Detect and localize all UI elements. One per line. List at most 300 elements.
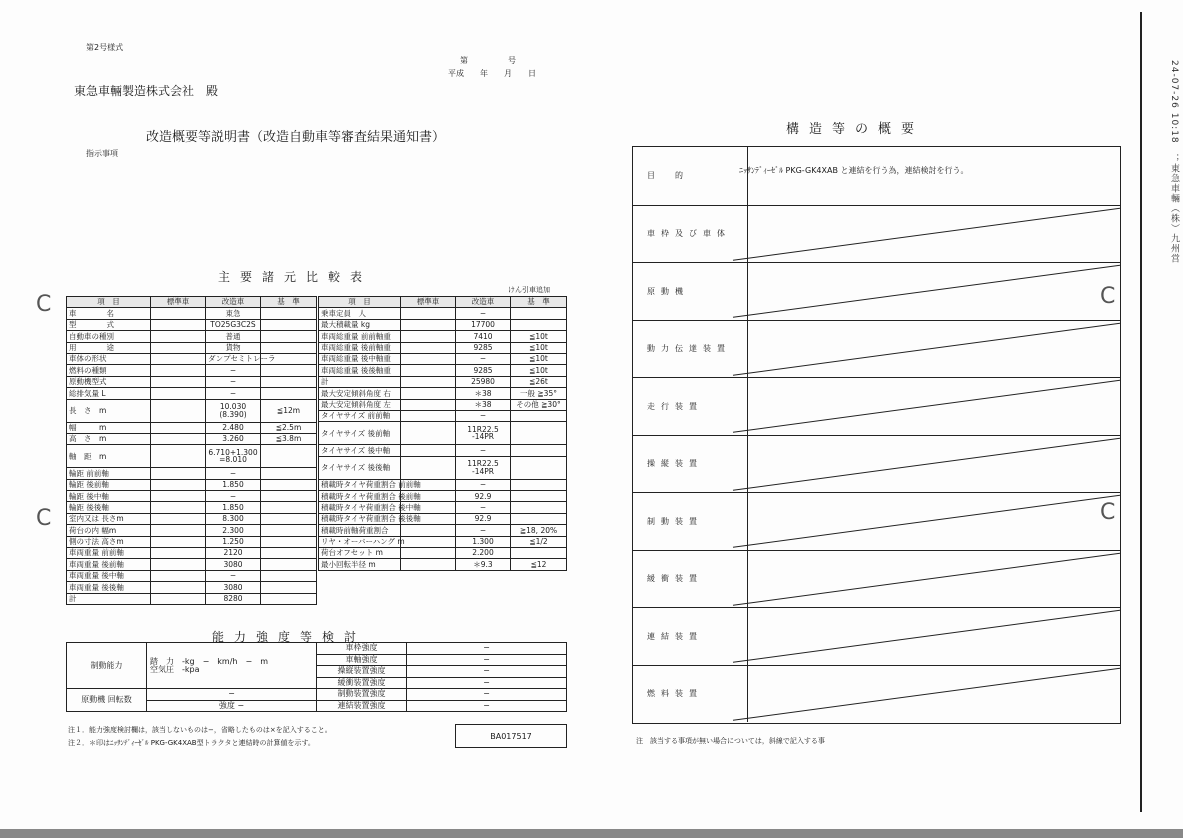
spec-criteria: ≦10t bbox=[511, 365, 567, 376]
structure-row-label: 燃料装置 bbox=[633, 666, 748, 723]
spec-item: 車体の形状 bbox=[67, 353, 151, 364]
structure-row bbox=[633, 607, 1120, 665]
structure-row-content: ﾆｯｻﾝﾃﾞｨｰｾﾞﾙ PKG-GK4XAB と連結を行う為，連結検討を行う。 bbox=[739, 166, 969, 175]
spec-item: リヤ・オーバーハング m bbox=[319, 536, 401, 547]
spec-header-row bbox=[67, 297, 317, 308]
spec-item: 室内又は 長さm bbox=[67, 513, 151, 524]
spec-item: 最大安定傾斜角度 右 bbox=[319, 388, 401, 399]
spec-modified: − bbox=[456, 445, 511, 456]
spec-modified: ＊38 bbox=[456, 388, 511, 399]
spec-item: 車両重量 後中軸 bbox=[67, 570, 151, 581]
spec-modified: − bbox=[456, 308, 511, 319]
spec-standard bbox=[401, 376, 456, 387]
spec-item: 自動車の種別 bbox=[67, 331, 151, 342]
spec-row bbox=[319, 353, 567, 364]
spec-modified: − bbox=[456, 479, 511, 490]
spec-standard bbox=[151, 308, 206, 319]
structure-row-label: 緩衝装置 bbox=[633, 551, 748, 608]
spec-modified: 3080 bbox=[206, 582, 261, 593]
spec-criteria bbox=[261, 513, 317, 524]
structure-row-content bbox=[733, 551, 1120, 608]
spec-modified: − bbox=[456, 502, 511, 513]
cap-item-value: − bbox=[407, 677, 567, 689]
structure-row-label: 連結装置 bbox=[633, 608, 748, 665]
spec-item: 輪距 後後軸 bbox=[67, 502, 151, 513]
spec-criteria: その他 ≧30° bbox=[511, 399, 567, 410]
spec-standard bbox=[151, 548, 206, 559]
spec-item: 車両総重量 後後軸重 bbox=[319, 365, 401, 376]
spec-item: 車両重量 前前軸 bbox=[67, 548, 151, 559]
spec-row bbox=[67, 491, 317, 502]
spec-criteria bbox=[261, 319, 317, 330]
spec-modified: 1.850 bbox=[206, 502, 261, 513]
spec-standard bbox=[151, 570, 206, 581]
spec-criteria bbox=[511, 319, 567, 330]
slash-line-icon bbox=[733, 666, 1120, 723]
spec-criteria bbox=[511, 410, 567, 421]
spec-row bbox=[67, 479, 317, 490]
cap-item-label: 連結装置強度 bbox=[317, 700, 407, 712]
structure-row bbox=[633, 492, 1120, 550]
structure-row-content bbox=[733, 493, 1120, 550]
spec-standard bbox=[151, 376, 206, 387]
slash-line-icon bbox=[733, 378, 1120, 435]
spec-modified: 6.710+1.300 =8.010 bbox=[206, 445, 261, 468]
spec-criteria bbox=[261, 376, 317, 387]
spec-standard bbox=[401, 410, 456, 421]
spec-row bbox=[67, 376, 317, 387]
spec-row bbox=[67, 342, 317, 353]
spec-row bbox=[67, 548, 317, 559]
spec-criteria bbox=[511, 456, 567, 479]
spec-row bbox=[67, 513, 317, 524]
spec-criteria bbox=[261, 388, 317, 399]
spec-standard bbox=[151, 513, 206, 524]
slash-line-icon bbox=[733, 321, 1120, 378]
spec-modified: − bbox=[206, 491, 261, 502]
spec-criteria bbox=[261, 536, 317, 547]
spec-row bbox=[319, 513, 567, 524]
spec-modified: 10.030 (8.390) bbox=[206, 399, 261, 422]
spec-item: 原動機型式 bbox=[67, 376, 151, 387]
spec-criteria: ≧18, 20% bbox=[511, 525, 567, 536]
spec-row bbox=[67, 525, 317, 536]
spec-row bbox=[319, 491, 567, 502]
spec-item: 車 名 bbox=[67, 308, 151, 319]
spec-table-note: けん引車追加 bbox=[508, 286, 550, 294]
stamp-code: BA017517 bbox=[455, 724, 567, 748]
spec-standard bbox=[401, 331, 456, 342]
cap-item-label: 制動装置強度 bbox=[317, 689, 407, 701]
spec-row bbox=[319, 548, 567, 559]
header-item: 項 目 bbox=[319, 297, 401, 308]
engine-rpm-value: − bbox=[147, 689, 317, 701]
spec-criteria: ≦10t bbox=[511, 331, 567, 342]
document-number: 第 号 bbox=[460, 56, 516, 65]
spec-header-row bbox=[319, 297, 567, 308]
structure-row bbox=[633, 205, 1120, 263]
fax-margin-line bbox=[1140, 12, 1142, 812]
spec-row bbox=[319, 410, 567, 421]
spec-modified: ＊38 bbox=[456, 399, 511, 410]
spec-standard bbox=[151, 468, 206, 479]
spec-criteria bbox=[261, 593, 317, 604]
cap-item-label: 車軸強度 bbox=[317, 654, 407, 666]
engine-strength-value bbox=[147, 700, 317, 712]
engine-strength-label: 強度 bbox=[218, 700, 235, 710]
punch-hole-icon: C bbox=[36, 292, 52, 317]
spec-item: 車両重量 後前軸 bbox=[67, 559, 151, 570]
spec-row bbox=[319, 308, 567, 319]
spec-standard bbox=[401, 319, 456, 330]
cap-item-value: − bbox=[407, 689, 567, 701]
spec-modified: − bbox=[206, 570, 261, 581]
spec-criteria bbox=[261, 445, 317, 468]
spec-standard bbox=[151, 479, 206, 490]
cap-item-value: − bbox=[407, 666, 567, 678]
spec-standard bbox=[151, 502, 206, 513]
spec-modified: 9285 bbox=[456, 365, 511, 376]
spec-item: 高 さ m bbox=[67, 433, 151, 444]
spec-item: 積載時タイヤ荷重割合 後中軸 bbox=[319, 502, 401, 513]
scan-edge bbox=[0, 829, 1183, 838]
spec-criteria: ≦12m bbox=[261, 399, 317, 422]
structure-table bbox=[632, 146, 1121, 724]
spec-item: 荷台オフセット m bbox=[319, 548, 401, 559]
spec-modified: 92.9 bbox=[456, 491, 511, 502]
spec-item: タイヤサイズ 前前軸 bbox=[319, 410, 401, 421]
spec-modified: 92.9 bbox=[456, 513, 511, 524]
spec-item: 総排気量 L bbox=[67, 388, 151, 399]
spec-modified: 貨物 bbox=[206, 342, 261, 353]
cap-item-value: − bbox=[407, 700, 567, 712]
spec-item: 荷台の内 幅m bbox=[67, 525, 151, 536]
spec-row bbox=[67, 468, 317, 479]
spec-criteria bbox=[261, 559, 317, 570]
spec-modified: − bbox=[456, 525, 511, 536]
structure-row-content bbox=[733, 206, 1120, 263]
spec-row bbox=[319, 365, 567, 376]
spec-row bbox=[67, 593, 317, 604]
structure-row bbox=[633, 147, 1120, 205]
spec-item: 最小回転半径 m bbox=[319, 559, 401, 570]
spec-criteria bbox=[511, 502, 567, 513]
spec-item: 計 bbox=[319, 376, 401, 387]
spec-item: 積載時タイヤ荷重割合 後前軸 bbox=[319, 491, 401, 502]
spec-item: 輪距 後前軸 bbox=[67, 479, 151, 490]
spec-modified: − bbox=[456, 353, 511, 364]
braking-force: 踏 力 -kg − km/h − m bbox=[150, 656, 268, 666]
spec-standard bbox=[401, 422, 456, 445]
spec-modified: 7410 bbox=[456, 331, 511, 342]
spec-modified: 2.200 bbox=[456, 548, 511, 559]
spec-modified: ＊9.3 bbox=[456, 559, 511, 570]
spec-item: 型 式 bbox=[67, 319, 151, 330]
document-title: 改造概要等説明書（改造自動車等審査結果通知書） bbox=[146, 130, 446, 145]
spec-modified: 1.300 bbox=[456, 536, 511, 547]
structure-row-content bbox=[733, 321, 1120, 378]
spec-standard bbox=[401, 559, 456, 570]
spec-item: タイヤサイズ 後中軸 bbox=[319, 445, 401, 456]
spec-row bbox=[67, 353, 317, 364]
cap-item-value: − bbox=[407, 643, 567, 655]
spec-row bbox=[67, 319, 317, 330]
spec-criteria bbox=[511, 308, 567, 319]
cap-item-label: 緩衝装置強度 bbox=[317, 677, 407, 689]
spec-item: 車両重量 後後軸 bbox=[67, 582, 151, 593]
spec-item: 長 さ m bbox=[67, 399, 151, 422]
spec-row bbox=[319, 536, 567, 547]
structure-row-label: 動力伝達装置 bbox=[633, 321, 748, 378]
capacity-title: 能力強度等検討 bbox=[212, 630, 367, 644]
spec-row bbox=[67, 559, 317, 570]
structure-row-label: 走行装置 bbox=[633, 378, 748, 435]
spec-item: 最大積載量 kg bbox=[319, 319, 401, 330]
spec-standard bbox=[151, 445, 206, 468]
spec-modified: 1.250 bbox=[206, 536, 261, 547]
spec-criteria bbox=[261, 491, 317, 502]
spec-standard bbox=[401, 308, 456, 319]
spec-row bbox=[319, 399, 567, 410]
spec-item: 車両総重量 後中軸重 bbox=[319, 353, 401, 364]
spec-modified: 1.850 bbox=[206, 479, 261, 490]
spec-standard bbox=[151, 342, 206, 353]
spec-row bbox=[67, 433, 317, 444]
structure-row-label: 目 的 bbox=[633, 147, 748, 205]
structure-row bbox=[633, 377, 1120, 435]
spec-criteria: ≦26t bbox=[511, 376, 567, 387]
spec-row bbox=[67, 422, 317, 433]
structure-row bbox=[633, 550, 1120, 608]
spec-standard bbox=[151, 319, 206, 330]
spec-row bbox=[67, 399, 317, 422]
spec-standard bbox=[151, 536, 206, 547]
spec-row bbox=[319, 502, 567, 513]
spec-modified: 2.300 bbox=[206, 525, 261, 536]
spec-criteria bbox=[261, 570, 317, 581]
air-pressure: 空気圧 -kpa bbox=[150, 664, 200, 674]
structure-row-label: 制動装置 bbox=[633, 493, 748, 550]
cap-item-value: − bbox=[407, 654, 567, 666]
slash-line-icon bbox=[733, 263, 1120, 320]
spec-standard bbox=[151, 525, 206, 536]
structure-row bbox=[633, 665, 1120, 723]
spec-item: 軸 距 m bbox=[67, 445, 151, 468]
spec-standard bbox=[401, 445, 456, 456]
spec-modified: − bbox=[206, 376, 261, 387]
spec-row bbox=[319, 331, 567, 342]
spec-row bbox=[319, 479, 567, 490]
spec-criteria bbox=[511, 445, 567, 456]
spec-standard bbox=[151, 399, 206, 422]
spec-standard bbox=[151, 353, 206, 364]
capacity-table bbox=[66, 642, 567, 712]
spec-row bbox=[67, 388, 317, 399]
spec-table-left bbox=[66, 296, 317, 605]
spec-modified: 9285 bbox=[456, 342, 511, 353]
spec-row bbox=[67, 502, 317, 513]
spec-standard bbox=[401, 536, 456, 547]
structure-row-content bbox=[733, 608, 1120, 665]
spec-standard bbox=[401, 342, 456, 353]
spec-item: 車両総重量 後前軸重 bbox=[319, 342, 401, 353]
spec-table-right bbox=[318, 296, 567, 571]
spec-standard bbox=[401, 399, 456, 410]
structure-row-label: 操縦装置 bbox=[633, 436, 748, 493]
spec-criteria bbox=[511, 479, 567, 490]
spec-modified: 11R22.5 -14PR bbox=[456, 422, 511, 445]
slash-line-icon bbox=[733, 608, 1120, 665]
form-number: 第2号様式 bbox=[86, 43, 124, 52]
spec-item: 側の寸法 高さm bbox=[67, 536, 151, 547]
spec-criteria: ≦1/2 bbox=[511, 536, 567, 547]
spec-modified: 17700 bbox=[456, 319, 511, 330]
spec-criteria bbox=[511, 513, 567, 524]
spec-item: 輪距 前前軸 bbox=[67, 468, 151, 479]
cap-item-label: 車枠強度 bbox=[317, 643, 407, 655]
spec-criteria bbox=[511, 422, 567, 445]
spec-standard bbox=[151, 559, 206, 570]
spec-modified: 25980 bbox=[456, 376, 511, 387]
spec-modified: 2120 bbox=[206, 548, 261, 559]
spec-criteria: ≦12 bbox=[511, 559, 567, 570]
fax-header: 24-07-26 10:18 ；東急車輛（株）九州営 bbox=[1169, 60, 1179, 264]
header-criteria: 基 準 bbox=[511, 297, 567, 308]
spec-row bbox=[319, 319, 567, 330]
engine-rpm-label: 回転数 bbox=[107, 695, 132, 704]
spec-item: 乗車定員 人 bbox=[319, 308, 401, 319]
spec-modified: 普通 bbox=[206, 331, 261, 342]
spec-modified: 3080 bbox=[206, 559, 261, 570]
spec-row bbox=[319, 342, 567, 353]
instructions-label: 指示事項 bbox=[86, 149, 118, 158]
header-item: 項 目 bbox=[67, 297, 151, 308]
spec-criteria bbox=[261, 479, 317, 490]
note-1: 注１．能力強度検討欄は，該当しないものは−，省略したものは×を記入すること。 bbox=[68, 726, 332, 734]
structure-row-content bbox=[733, 436, 1120, 493]
spec-criteria bbox=[261, 582, 317, 593]
spec-modified: − bbox=[206, 468, 261, 479]
spec-item: 車両総重量 前前軸重 bbox=[319, 331, 401, 342]
spec-criteria: ≦2.5m bbox=[261, 422, 317, 433]
spec-item: 計 bbox=[67, 593, 151, 604]
spec-modified: 8280 bbox=[206, 593, 261, 604]
cap-item-label: 操縦装置強度 bbox=[317, 666, 407, 678]
punch-hole-icon: C bbox=[1100, 500, 1116, 525]
spec-criteria bbox=[511, 491, 567, 502]
spec-standard bbox=[401, 353, 456, 364]
header-standard: 標準車 bbox=[401, 297, 456, 308]
spec-modified: 8.300 bbox=[206, 513, 261, 524]
spec-item: タイヤサイズ 後後軸 bbox=[319, 456, 401, 479]
spec-row bbox=[67, 308, 317, 319]
spec-standard bbox=[401, 388, 456, 399]
structure-row-content bbox=[733, 263, 1120, 320]
structure-footer-note: 注 該当する事項が無い場合については，斜線で記入する事 bbox=[636, 737, 825, 745]
spec-row bbox=[67, 582, 317, 593]
header-modified: 改造車 bbox=[456, 297, 511, 308]
spec-item: 積載時前軸荷重割合 bbox=[319, 525, 401, 536]
header-modified: 改造車 bbox=[206, 297, 261, 308]
spec-row bbox=[67, 570, 317, 581]
spec-row bbox=[319, 388, 567, 399]
spec-criteria bbox=[261, 548, 317, 559]
spec-criteria bbox=[261, 525, 317, 536]
structure-row-label: 車枠及び車体 bbox=[633, 206, 748, 263]
spec-row bbox=[67, 331, 317, 342]
spec-criteria: ≦10t bbox=[511, 342, 567, 353]
punch-hole-icon: C bbox=[36, 506, 52, 531]
spec-row bbox=[67, 365, 317, 376]
spec-modified: ダンプセミトレーラ bbox=[206, 353, 261, 364]
spec-criteria: ≦3.8m bbox=[261, 433, 317, 444]
slash-line-icon bbox=[733, 551, 1120, 608]
slash-line-icon bbox=[733, 493, 1120, 550]
spec-standard bbox=[151, 491, 206, 502]
engine-strength-val: − bbox=[237, 700, 245, 710]
structure-row bbox=[633, 262, 1120, 320]
spec-modified: − bbox=[206, 388, 261, 399]
spec-row bbox=[319, 559, 567, 570]
header-standard: 標準車 bbox=[151, 297, 206, 308]
spec-standard bbox=[401, 548, 456, 559]
spec-item: 積載時タイヤ荷重割合 前前軸 bbox=[319, 479, 401, 490]
spec-standard bbox=[151, 582, 206, 593]
punch-hole-icon: C bbox=[1100, 284, 1116, 309]
structure-row-label: 原動機 bbox=[633, 263, 748, 320]
spec-criteria: 一般 ≧35° bbox=[511, 388, 567, 399]
spec-row bbox=[67, 445, 317, 468]
slash-line-icon bbox=[733, 436, 1120, 493]
spec-standard bbox=[151, 422, 206, 433]
spec-item: 輪距 後中軸 bbox=[67, 491, 151, 502]
spec-criteria bbox=[261, 502, 317, 513]
note-2: 注２．＊印はﾆｯｻﾝﾃﾞｨｰｾﾞﾙ PKG-GK4XAB型トラクタと連結時の計算値を示す。 bbox=[68, 739, 315, 747]
spec-criteria bbox=[261, 468, 317, 479]
spec-row bbox=[319, 456, 567, 479]
spec-standard bbox=[151, 593, 206, 604]
header-criteria: 基 準 bbox=[261, 297, 317, 308]
spec-modified: TO25G3C2S bbox=[206, 319, 261, 330]
spec-standard bbox=[151, 388, 206, 399]
spec-row bbox=[319, 376, 567, 387]
slash-line-icon bbox=[733, 206, 1120, 263]
spec-criteria: ≦10t bbox=[511, 353, 567, 364]
structure-row-content bbox=[733, 666, 1120, 723]
structure-row bbox=[633, 435, 1120, 493]
spec-item: タイヤサイズ 後前軸 bbox=[319, 422, 401, 445]
spec-standard bbox=[401, 365, 456, 376]
addressee: 東急車輛製造株式会社 殿 bbox=[74, 84, 219, 98]
spec-modified: − bbox=[456, 410, 511, 421]
spec-criteria bbox=[261, 308, 317, 319]
braking-value bbox=[147, 643, 317, 689]
spec-standard bbox=[151, 365, 206, 376]
spec-table-title: 主要諸元比較表 bbox=[218, 270, 373, 284]
document-date: 平成 年 月 日 bbox=[448, 69, 536, 78]
spec-item: 最大安定傾斜角度 左 bbox=[319, 399, 401, 410]
spec-criteria bbox=[511, 548, 567, 559]
spec-row bbox=[319, 445, 567, 456]
spec-row bbox=[319, 525, 567, 536]
spec-row bbox=[319, 422, 567, 445]
spec-standard bbox=[401, 456, 456, 479]
spec-item: 幅 m bbox=[67, 422, 151, 433]
spec-modified: − bbox=[206, 365, 261, 376]
engine-label bbox=[67, 689, 147, 712]
spec-modified: 東急 bbox=[206, 308, 261, 319]
spec-standard bbox=[151, 331, 206, 342]
